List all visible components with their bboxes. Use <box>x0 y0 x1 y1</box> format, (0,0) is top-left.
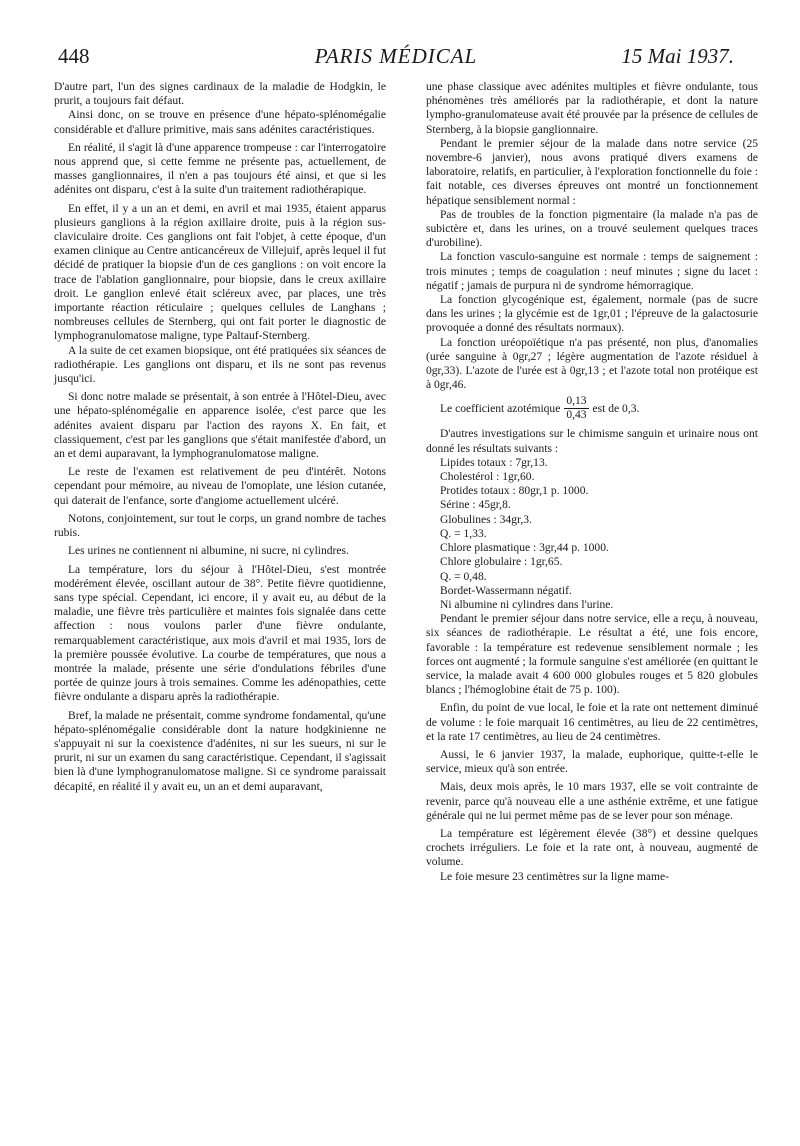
lab-result: Q. = 1,33. <box>440 527 487 540</box>
lab-result: Ni albumine ni cylindres dans l'urine. <box>440 598 614 611</box>
issue-date: 15 Mai 1937. <box>621 44 734 68</box>
paragraph: D'autre part, l'un des signes cardinaux de la maladie de Hodgkin, le prurit, a toujours fait défaut. <box>54 81 386 108</box>
paragraph: En réalité, il s'agit là d'une apparence trompeuse : car l'interrogatoire nous apprend que, si cette femme ne présente pas, actuellement, de masses ganglionnaires, il n'en a pas toujours été ainsi, et que si les adénites ont disparu, c'est à la suite d'un traitement radiothérapique. <box>54 141 386 197</box>
journal-title: PARIS MÉDICAL <box>314 44 478 68</box>
paragraph: La température est légèrement élevée (38°) et dessine quelques crochets irréguliers. Le foie et la rate ont, à nouveau, augmenté de volume. <box>426 827 758 869</box>
lab-result: Globulines : 34gr,3. <box>440 513 532 526</box>
paragraph: La fonction uréopoïétique n'a pas présenté, non plus, d'anomalies (urée sanguine à 0gr,27 ; légère augmentation de l'azote résiduel à 0gr,33). L'azote de l'urée est à 0gr,13 ; et l'azote total non protéique est à 0gr,46. <box>426 336 758 392</box>
lab-result: Protides totaux : 80gr,1 p. 1000. <box>440 485 589 498</box>
paragraph: Pas de troubles de la fonction pigmentaire (la malade n'a pas de subictère et, dans les urines, on a trouvé seulement quelques traces d'urobiline). <box>426 208 758 250</box>
paragraph: La fonction glycogénique est, également, normale (pas de sucre dans les urines ; la glycémie est de 1gr,01 ; l'épreuve de la galactosurie provoquée a donné des résultats normaux). <box>426 294 758 335</box>
paragraph: Mais, deux mois après, le 10 mars 1937, elle se voit contrainte de revenir, parce qu'à nouveau elle a une asthénie extrême, et une fatigue générale qui ne lui permet même pas de se lever pour son ménage. <box>426 781 758 822</box>
paragraph: Pendant le premier séjour de la malade dans notre service (25 novembre-6 janvier), nous avons pratiqué divers examens de laboratoire, relatifs, en particulier, à l'exploration fonctionnelle du foie : fait notable, ces diverses épreuves ont montré un fonctionnement hépatique sensiblement normal : <box>426 137 758 207</box>
paragraph: une phase classique avec adénites multiples et fièvre ondulante, tous phénomènes très améliorés par la radiothérapie, et dont la nature lympho-granulomateuse avait été prouvée par la présence de cellules de Sternberg, à la biopsie ganglionnaire. <box>426 81 758 136</box>
paragraph: Si donc notre malade se présentait, à son entrée à l'Hôtel-Dieu, avec une hépato-splénomégalie en apparence isolée, c'est parce que les adénites avaient disparu par l'action des rayons X. En fait, et classiquement, c'est par les ganglions que s'était manifestée d'abord, un an et demi auparavant, la lymphogranulomatose maligne. <box>54 391 386 461</box>
page-number: 448 <box>58 44 90 68</box>
lab-result: Q. = 0,48. <box>440 570 487 583</box>
paragraph: Notons, conjointement, sur tout le corps, un grand nombre de taches rubis. <box>54 512 386 540</box>
coefficient-fraction <box>564 395 588 422</box>
paragraph: Aussi, le 6 janvier 1937, la malade, euphorique, quitte-t-elle le service, mieux qu'à son entrée. <box>426 748 758 776</box>
azotemic-coefficient <box>426 395 758 422</box>
lab-result: Sérine : 45gr,8. <box>440 499 511 512</box>
lab-result: Chlore globulaire : 1gr,65. <box>440 556 563 569</box>
fraction-numerator: 0,13 <box>566 395 587 408</box>
lab-result: Lipides totaux : 7gr,13. <box>440 456 548 469</box>
lab-result: Bordet-Wassermann négatif. <box>440 584 572 597</box>
paragraph: Enfin, du point de vue local, le foie et la rate ont nettement diminué de volume : le foie marquait 16 centimètres, au lieu de 22 centimètres, et la rate 17 centimètres, au lieu de 24 centimètres. <box>426 702 758 743</box>
paragraph: A la suite de cet examen biopsique, ont été pratiquées six séances de radiothérapie. Les ganglions ont disparu, et ils ne sont pas revenus jusqu'ici. <box>54 344 386 386</box>
paragraph: Ainsi donc, on se trouve en présence d'une hépato-splénomégalie considérable et d'allure primitive, mais sans adénites caractéristiques. <box>54 109 386 136</box>
lab-result: Chlore plasmatique : 3gr,44 p. 1000. <box>440 542 609 555</box>
paragraph: La fonction vasculo-sanguine est normale : temps de saignement : trois minutes ; temps de coagulation : neuf minutes ; signe du lacet : négatif ; jamais de purpura ni de syndrome hémorragique. <box>426 251 758 292</box>
right-column <box>426 80 758 884</box>
page-header <box>58 44 734 74</box>
paragraph: La température, lors du séjour à l'Hôtel-Dieu, s'est montrée modérément élevée, oscillant autour de 38°. Petite fièvre quotidienne, sans type spécial. Cependant, ici encore, il y avait eu, au début de la maladie, une fièvre très particulière et maintes fois signalée dans cette affection : nous voulons parler d'une fièvre ondulante, remarquablement caractéristique, aux mois d'avril et mai 1935, lors de la première poussée évolutive. La courbe de températures, que nous a montrée la malade, présente une série d'ondulations fébriles d'une portée de quinze jours à trois semaines. Comme les adénopathies, cette fièvre ondulante a disparu après la radiothérapie. <box>54 563 386 704</box>
paragraph: Le foie mesure 23 centimètres sur la ligne mame- <box>440 870 669 883</box>
paragraph: Le reste de l'examen est relativement de peu d'intérêt. Notons cependant pour mémoire, au niveau de l'omoplate, une lésion cutanée, qui daterait de l'enfance, sorte d'angiome actuellement ulcéré. <box>54 466 386 507</box>
paragraph: Les urines ne contiennent ni albumine, ni sucre, ni cylindres. <box>68 545 349 558</box>
coefficient-label: Le coefficient azotémique <box>440 402 561 415</box>
paragraph: Bref, la malade ne présentait, comme syndrome fondamental, qu'une hépato-splénomégalie considérable dont la nature hodgkinienne ne s'appuyait ni sur la coexistence d'adénites, ni sur les sueurs, ni sur le prurit, ni sur un examen du sang caractéristique. Cependant, il s'agissait bien là d'une lymphogranulomatose maligne. Si ce syndrome paraissait décapité, en réalité il y avait eu, un an et demi auparavant, <box>54 709 386 793</box>
lab-result: Cholestérol : 1gr,60. <box>440 471 535 484</box>
paragraph: En effet, il y a un an et demi, en avril et mai 1935, étaient apparus plusieurs ganglions à la région axillaire droite, puis à la région sus-claviculaire droite. Ces ganglions ont fait l'objet, à cette époque, d'un examen clinique au Centre anticancéreux de Villejuif, après lequel il fut décidé de pratiquer la biopsie d'un de ces ganglions : on voit encore la trace de l'ablation ganglionnaire, pour biopsie, dans le creux axillaire droit. Le ganglion enlevé était scléreux avec, par places, une très importante réaction réticulaire ; quelques cellules de Langhans ; nombreuses cellules de Sternberg, qui ont fait porter le diagnostic de lymphogranulomatose maligne, type Paltauf-Sternberg. <box>54 202 386 343</box>
paragraph: D'autres investigations sur le chimisme sanguin et urinaire nous ont donné les résultats suivants : <box>426 428 758 455</box>
fraction-denominator: 0,43 <box>566 409 587 422</box>
coefficient-result: est de 0,3. <box>592 402 640 415</box>
lab-results-list <box>426 456 758 612</box>
left-column <box>54 80 386 794</box>
paragraph: Pendant le premier séjour dans notre service, elle a reçu, à nouveau, six séances de radiothérapie. Le résultat a été, une fois encore, favorable : la température est redevenue sensiblement normale ; les forces ont augmenté ; la formule sanguine s'est améliorée (en quittant le service, la malade avait 4 600 000 globules rouges et 5 820 globules blancs ; l'hémoglobine était de 75 p. 100). <box>426 613 759 697</box>
